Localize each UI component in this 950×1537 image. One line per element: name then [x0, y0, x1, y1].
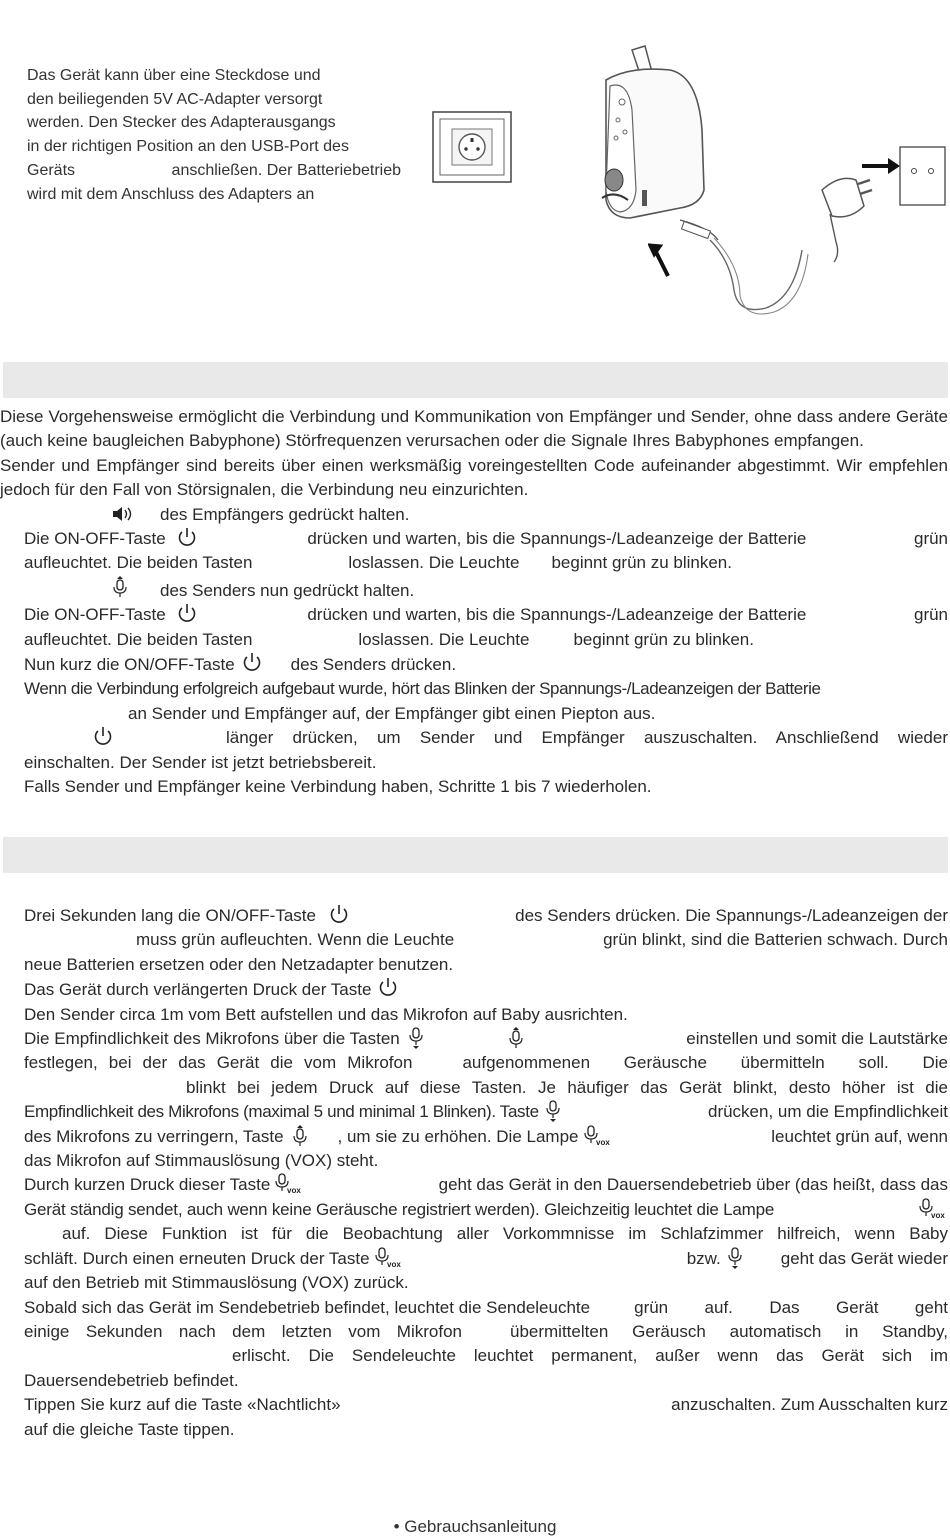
- vox-icon: [583, 1125, 611, 1147]
- power-icon: [176, 527, 198, 547]
- usage-section: [0, 904, 948, 1442]
- text: muss grün aufleuchten. Wenn die Leuchte: [136, 930, 455, 950]
- intro-line: in der richtigen Position an den USB-Port des: [27, 138, 349, 156]
- line: [0, 1296, 948, 1320]
- line: [0, 1125, 948, 1149]
- text: Durch kurzen Druck dieser Taste: [24, 1175, 271, 1195]
- mic-down-icon: [408, 1027, 424, 1049]
- text: einige Sekunden nach dem letzten vom Mikrofon: [24, 1321, 462, 1341]
- arrow-right-icon: [862, 158, 900, 174]
- text: übermittelten Geräusch automatisch in Standby,: [510, 1321, 948, 1341]
- section-header-band: [3, 837, 948, 873]
- svg-text:vox: vox: [287, 1186, 302, 1196]
- text: geht das Gerät wieder: [780, 1248, 948, 1268]
- intro-line: den beiliegenden 5V AC-Adapter versorgt: [27, 90, 323, 108]
- step-text: drücken und warten, bis die Spannungs-/Ladeanzeige der Batterie: [307, 605, 807, 625]
- text: drücken, um die Empfindlichkeit: [707, 1102, 948, 1122]
- text: geht das Gerät in den Dauersendebetrieb über (das heißt, dass das: [438, 1175, 948, 1195]
- paragraph: Sender und Empfänger sind bereits über einen werksmäßig voreingestellten Code aufeinander abgestimmt. Wir empfehlen jedoch für den Fall von Störsignalen, die Verbindung neu einzurichten.: [0, 455, 948, 500]
- step-text: Wenn die Verbindung erfolgreich aufgebaut wurde, hört das Blinken der Spannungs-/Ladeanzeigen der Batterie: [24, 679, 821, 699]
- step-text: länger drücken, um Sender und Empfänger auszuschalten. Anschließend wieder: [226, 728, 948, 748]
- step-text: Nun kurz die ON/OFF-Taste: [24, 655, 235, 675]
- intro-line: Das Gerät kann über eine Steckdose und: [27, 67, 321, 84]
- step-text: loslassen. Die Leuchte: [358, 629, 530, 649]
- mic-down-icon: [727, 1247, 743, 1269]
- intro-line: [27, 159, 401, 183]
- line: [0, 928, 948, 952]
- step-text: an Sender und Empfänger auf, der Empfänger gibt einen Piepton aus.: [128, 703, 656, 723]
- line: Den Sender circa 1m vom Bett aufstellen und das Mikrofon auf Baby ausrichten.: [24, 1004, 628, 1024]
- line: [0, 1173, 948, 1197]
- line: [0, 1344, 948, 1368]
- step-text: Die ON-OFF-Taste: [24, 605, 166, 625]
- line: das Mikrofon auf Stimmauslösung (VOX) steht.: [24, 1151, 379, 1171]
- vox-icon: [274, 1173, 302, 1195]
- mic-up-icon: [508, 1027, 524, 1049]
- text: Empfindlichkeit des Mikrofons (maximal 5 und minimal 1 Blinken). Taste: [24, 1102, 539, 1122]
- line: [0, 977, 948, 1002]
- line: [0, 1027, 948, 1051]
- power-icon: [241, 652, 263, 672]
- text: leuchtet grün auf, wenn: [771, 1126, 948, 1146]
- line: [0, 1100, 948, 1124]
- text: aufgenommenen Geräusche übermitteln soll. Die: [462, 1053, 948, 1073]
- socket-icon: [432, 111, 512, 183]
- step-text: beginnt grün zu blinken.: [551, 553, 732, 573]
- step-6-cont: [0, 702, 948, 726]
- line: Dauersendebetrieb befindet.: [24, 1370, 239, 1390]
- step-7-cont: einschalten. Der Sender ist jetzt betriebsbereit.: [24, 752, 377, 772]
- intro-line: werden. Den Stecker des Adapterausgangs: [27, 114, 336, 132]
- power-icon: [328, 904, 350, 924]
- text: Drei Sekunden lang die ON/OFF-Taste: [24, 906, 316, 925]
- step-text: Die ON-OFF-Taste: [24, 529, 166, 549]
- text: , um sie zu erhöhen. Die Lampe: [337, 1126, 579, 1146]
- line: [0, 1320, 948, 1344]
- text: des Senders drücken. Die Spannungs-/Ladeanzeigen der: [515, 906, 948, 925]
- line: [0, 1393, 948, 1417]
- step-text: aufleuchtet. Die beiden Tasten: [24, 553, 253, 573]
- text: schläft. Durch einen erneuten Druck der Taste: [24, 1248, 370, 1268]
- intro-paragraph: [27, 64, 401, 206]
- text: erlischt. Die Sendeleuchte leuchtet permanent, außer wenn das Gerät sich im: [232, 1346, 948, 1366]
- text: grün auf. Das Gerät geht: [634, 1297, 948, 1317]
- text: Sobald sich das Gerät im Sendebetrieb befindet, leuchtet die Sendeleuchte: [24, 1297, 591, 1317]
- step-text: beginnt grün zu blinken.: [573, 629, 754, 649]
- wall-outlet-icon: [899, 146, 946, 206]
- step-6: [0, 677, 948, 701]
- step-text: grün: [913, 605, 949, 625]
- text: auf. Diese Funktion ist für die Beobachtung aller Vorkommnisse im Schlafzimmer hilfreich, wenn Baby: [62, 1224, 948, 1244]
- mic-up-icon: [112, 576, 128, 598]
- step-2: [0, 527, 948, 551]
- step-1: [0, 503, 948, 527]
- text: Die Empfindlichkeit des Mikrofons über die Tasten: [24, 1029, 400, 1049]
- step-3: [0, 576, 948, 603]
- mic-up-icon: [292, 1125, 308, 1147]
- vox-icon: [918, 1198, 946, 1220]
- line: auf die gleiche Taste tippen.: [24, 1419, 235, 1439]
- text: blinkt bei jedem Druck auf diese Tasten. Je häufiger das Gerät blinkt, desto höher ist die: [186, 1077, 948, 1097]
- speaker-icon: [112, 506, 136, 522]
- text: Tippen Sie kurz auf die Taste «Nachtlicht»: [24, 1395, 341, 1415]
- step-4: [0, 603, 948, 627]
- power-icon: [92, 726, 114, 746]
- footer-label: • Gebrauchsanleitung: [393, 1517, 557, 1536]
- baby-monitor-illustration: [570, 40, 810, 320]
- mic-down-icon: [545, 1100, 561, 1122]
- power-icon: [176, 603, 198, 623]
- step-text: loslassen. Die Leuchte: [348, 553, 520, 573]
- step-8: Falls Sender und Empfänger keine Verbindung haben, Schritte 1 bis 7 wiederholen.: [24, 777, 652, 797]
- line: auf den Betrieb mit Stimmauslösung (VOX) zurück.: [24, 1273, 409, 1293]
- pairing-section: [0, 405, 948, 800]
- line: [0, 1198, 948, 1222]
- vox-icon: [374, 1247, 402, 1269]
- text: grün blinkt, sind die Batterien schwach. Durch: [603, 930, 948, 950]
- step-4-cont: [0, 628, 948, 652]
- intro-line: wird mit dem Anschluss des Adapters an: [27, 185, 315, 203]
- arrow-up-icon: [648, 240, 676, 278]
- power-icon: [377, 977, 399, 997]
- step-text: grün: [913, 529, 949, 549]
- text: festlegen, bei der das Gerät die vom Mikrofon: [24, 1053, 413, 1073]
- svg-text:vox: vox: [931, 1210, 945, 1220]
- step-text: des Senders nun gedrückt halten.: [160, 580, 415, 600]
- text: einstellen und somit die Lautstärke: [686, 1029, 948, 1049]
- line: neue Batterien ersetzen oder den Netzadapter benutzen.: [24, 954, 454, 974]
- step-text: des Senders drücken.: [290, 655, 457, 675]
- step-5: [0, 652, 948, 677]
- step-text: aufleuchtet. Die beiden Tasten: [24, 629, 253, 649]
- text: Das Gerät durch verlängerten Druck der Taste: [24, 980, 372, 1000]
- paragraph: Diese Vorgehensweise ermöglicht die Verbindung und Kommunikation von Empfänger und Sender, ohne dass andere Geräte (auch keine baugleichen Babyphone) Störfrequenzen verursachen oder die Signale Ihres Babyphones empfangen.: [0, 407, 948, 451]
- line: [0, 1076, 948, 1100]
- line: [0, 904, 948, 928]
- text: des Mikrofons zu verringern, Taste: [24, 1126, 284, 1146]
- text: bzw.: [686, 1248, 721, 1268]
- line: [0, 1247, 948, 1271]
- intro-word: Geräts: [27, 161, 76, 179]
- intro-word: anschließen. Der Batteriebetrieb: [171, 161, 401, 179]
- section-header-band: [3, 362, 948, 398]
- step-7: [0, 726, 948, 750]
- text: anzuschalten. Zum Ausschalten kurz: [671, 1395, 948, 1415]
- line: [0, 1051, 948, 1075]
- step-2-cont: [0, 551, 948, 575]
- svg-text:vox: vox: [386, 1259, 401, 1269]
- step-text: drücken und warten, bis die Spannungs-/Ladeanzeige der Batterie: [307, 529, 807, 549]
- text: Gerät ständig sendet, auch wenn keine Geräusche registriert werden). Gleichzeitig leuchtet die Lampe: [24, 1199, 775, 1219]
- line: [0, 1222, 948, 1246]
- step-text: des Empfängers gedrückt halten.: [160, 504, 410, 524]
- svg-text:vox: vox: [595, 1137, 610, 1147]
